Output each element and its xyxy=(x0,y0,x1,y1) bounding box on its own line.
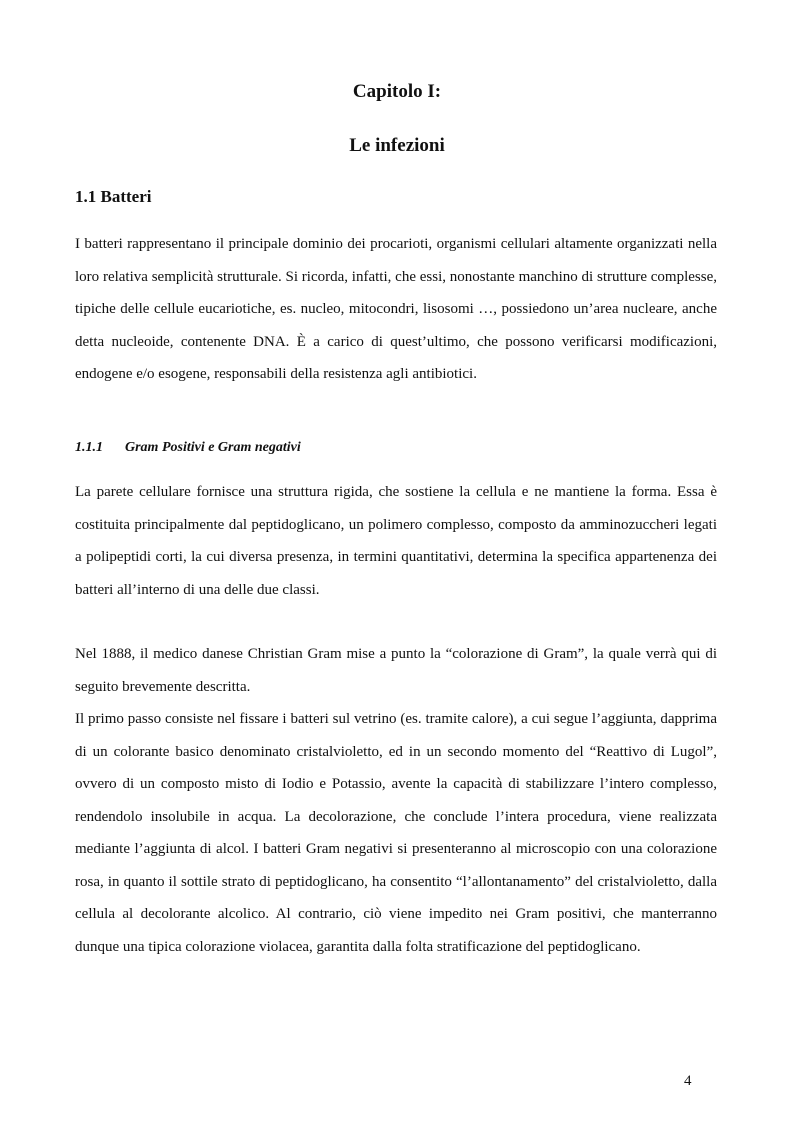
subsection-title: Gram Positivi e Gram negativi xyxy=(125,440,301,455)
page-number: 4 xyxy=(684,1073,692,1089)
chapter-title: Le infezioni xyxy=(349,135,445,156)
subsection-paragraph-3: Il primo passo consiste nel fissare i batteri sul vetrino (es. tramite calore), a cui segue l’aggiunta, dapprima di un colorante basico denominato cristalvioletto, ed in un secondo momento del “Reattivo di Lugol”, ovvero di un composto misto di Iodio e Potassio, avente la capacità di stabilizzare l’intero complesso, rendendolo insolubile in acqua. La decolorazione, che conclude l’intera procedura, viene realizzata mediante l’aggiunta di alcol. I batteri Gram negativi si presenteranno al microscopio con una colorazione rosa, in quanto il sottile strato di peptidoglicano, ha consentito “l’allontanamento” del cristalvioletto, dalla cellula al decolorante alcolico. Al contrario, ciò viene impedito nei Gram positivi, che manterranno dunque una tipica colorazione violacea, garantita dalla folta stratificazione del peptidoglicano. xyxy=(75,711,717,955)
subsection-heading xyxy=(75,440,301,456)
section-paragraph: I batteri rappresentano il principale dominio dei procarioti, organismi cellulari altamente organizzati nella loro relativa semplicità strutturale. Si ricorda, infatti, che essi, nonostante manchino di strutture complesse, tipiche delle cellule eucariotiche, es. nucleo, mitocondri, lisosomi …, possiedono un’area nucleare, anche detta nucleoide, contenente DNA. È a carico di quest’ultimo, che possono verificarsi modificazioni, endogene e/o esogene, responsabili della resistenza agli antibiotici. xyxy=(75,236,717,382)
subsection-paragraph-2: Nel 1888, il medico danese Christian Gram mise a punto la “colorazione di Gram”, la quale verrà qui di seguito brevemente descritta. xyxy=(75,646,717,695)
chapter-number-title: Capitolo I: xyxy=(352,81,442,102)
subsection-number: 1.1.1 xyxy=(75,440,103,455)
subsection-paragraph-1: La parete cellulare fornisce una struttura rigida, che sostiene la cellula e ne mantiene la forma. Essa è costituita principalmente dal peptidoglicano, un polimero complesso, composto da amminozuccheri legati a polipeptidi corti, la cui diversa presenza, in termini quantitativi, determina la specifica appartenenza dei batteri all’interno di una delle due classi. xyxy=(75,484,717,598)
section-heading: 1.1 Batteri xyxy=(75,187,152,206)
